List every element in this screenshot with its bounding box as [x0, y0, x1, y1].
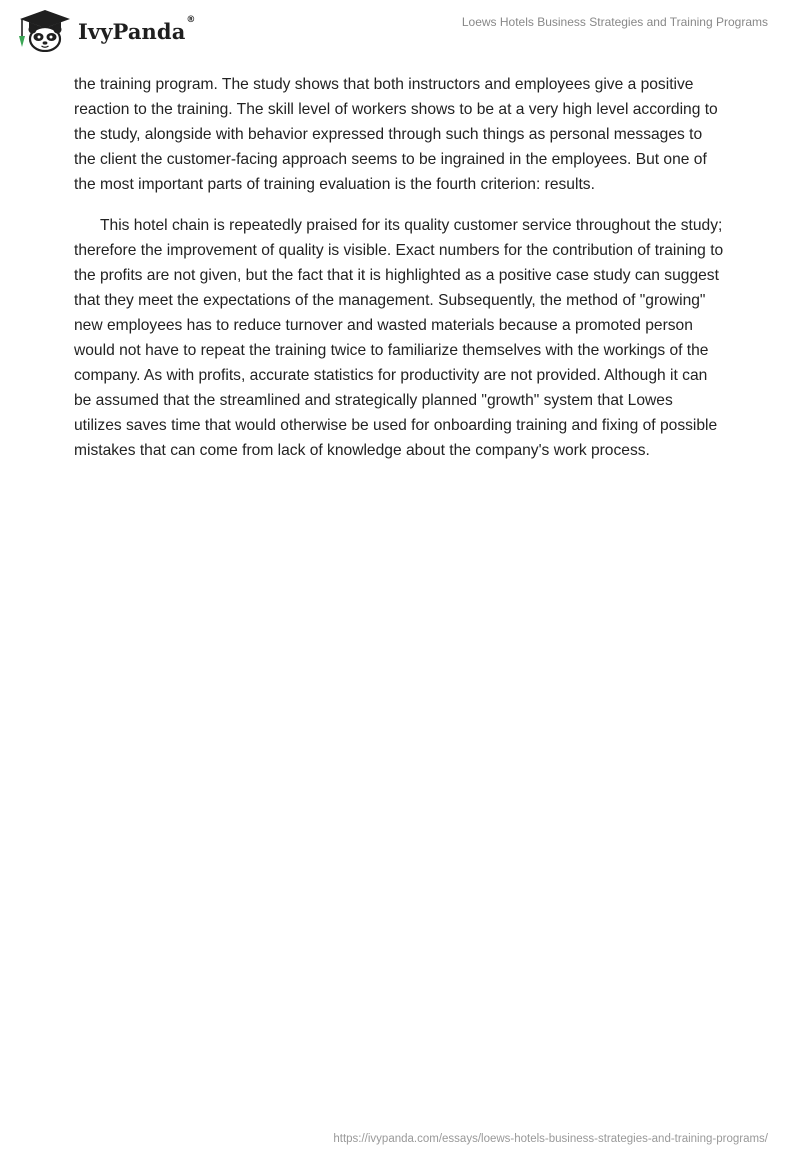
paragraph-1: the training program. The study shows that both instructors and employees give a positive reaction to the training. The skill level of workers shows to be at a very high level according to the study, alongside with behavior expressed through such things as personal messages to the client the customer-facing approach seems to be ingrained in the employees. But one of the most important parts of training evaluation is the fourth criterion: results.: [74, 76, 718, 193]
brand-name: [78, 14, 196, 44]
page-header: [0, 0, 800, 60]
paragraph-2: This hotel chain is repeatedly praised for its quality customer service throughout the study; therefore the improvement of quality is visible. Exact numbers for the contribution of training to the profits are not given, but the fact that it is highlighted as a positive case study can suggest that they meet the expectations of the management. Subsequently, the method of "growing" new employees has to reduce turnover and wasted materials because a promoted person would not have to repeat the training twice to familiarize themselves with the workings of the company. As with profits, accurate statistics for productivity are not provided. Although it can be assumed that the streamlined and strategically planned "growth" system that Lowes utilizes saves time that would otherwise be used for onboarding training and fixing of possible mistakes that can come from lack of knowledge about the company's work process.: [74, 217, 724, 459]
registered-mark: ®: [186, 14, 196, 25]
brand-wordmark: IvyPanda: [78, 18, 186, 44]
essay-body: [74, 72, 724, 479]
document-title: Loews Hotels Business Strategies and Training Programs: [461, 15, 768, 29]
source-url[interactable]: https://ivypanda.com/essays/loews-hotels-business-strategies-and-training-programs/: [333, 1133, 768, 1145]
panda-graduation-cap-icon: [14, 8, 76, 52]
ivypanda-logo[interactable]: [14, 8, 196, 52]
